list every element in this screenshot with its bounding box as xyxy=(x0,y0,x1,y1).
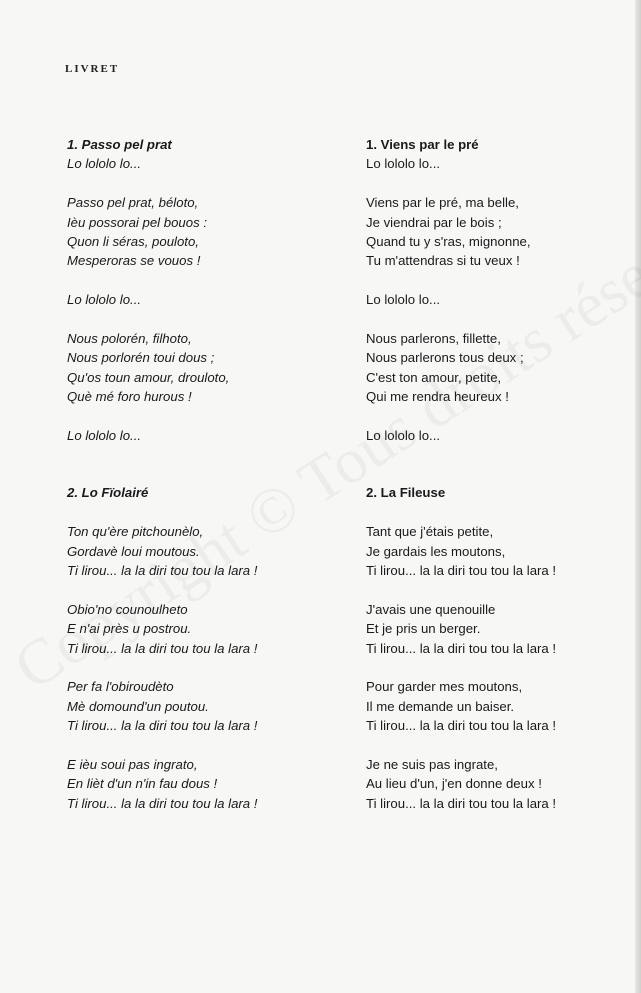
stanza xyxy=(67,600,337,658)
stanza xyxy=(67,755,337,813)
verse-line: E ièu soui pas ingrato, xyxy=(67,757,198,773)
stanza xyxy=(67,290,337,309)
song-title: 2. La Fileuse xyxy=(366,485,446,501)
verse-line: Nous parlerons, fillette, xyxy=(366,331,501,347)
verse-line: Je ne suis pas ingrate, xyxy=(366,757,498,773)
stanza xyxy=(67,329,337,407)
stanza xyxy=(366,426,626,445)
song-title: 1. Passo pel prat xyxy=(67,137,172,152)
verse-line: Ti lirou... la la diri tou tou la lara ! xyxy=(366,563,557,579)
song xyxy=(366,135,626,445)
verse-line: Ton qu'ère pitchounèlo, xyxy=(67,524,204,540)
song xyxy=(366,483,626,813)
song-title: 1. Viens par le pré xyxy=(366,137,479,152)
verse-line: Què mé foro hurous ! xyxy=(67,389,192,405)
verse-line: Je gardais les moutons, xyxy=(366,543,506,559)
verse-line: Mè domound'un poutou. xyxy=(67,698,209,714)
verse-line: C'est ton amour, petite, xyxy=(366,369,502,385)
verse-line: Je viendrai par le bois ; xyxy=(366,214,502,230)
verse-line: Quand tu y s'ras, mignonne, xyxy=(366,234,531,250)
stanza xyxy=(67,193,337,271)
page-header: LIVRET xyxy=(65,63,120,75)
verse-line: Ti lirou... la la diri tou tou la lara ! xyxy=(67,718,258,734)
stanza xyxy=(366,329,626,407)
stanza xyxy=(67,522,337,580)
stanza xyxy=(67,677,337,735)
verse-line: Au lieu d'un, j'en donne deux ! xyxy=(366,776,542,792)
verse-line: Qui me rendra heureux ! xyxy=(366,389,509,405)
occitan-column xyxy=(67,135,337,813)
verse-line: E n'ai près u postrou. xyxy=(67,621,192,637)
verse-line: Ti lirou... la la diri tou tou la lara ! xyxy=(67,795,258,811)
verse-line: Lo lololo lo... xyxy=(366,428,441,444)
verse-line: Ti lirou... la la diri tou tou la lara ! xyxy=(366,795,557,811)
verse-line: Ti lirou... la la diri tou tou la lara ! xyxy=(366,640,557,656)
verse-line: Lo lololo lo... xyxy=(366,292,441,308)
stanza xyxy=(366,677,626,735)
verse-line: Lo lololo lo... xyxy=(67,156,142,172)
verse-line: Lo lololo lo... xyxy=(366,156,441,172)
verse-line: Ti lirou... la la diri tou tou la lara ! xyxy=(366,718,557,734)
verse-line: Ti lirou... la la diri tou tou la lara ! xyxy=(67,640,258,656)
verse-line: Per fa l'obiroudèto xyxy=(67,679,174,695)
verse-line: Obio'no counoulheto xyxy=(67,601,188,617)
verse-line: Et je pris un berger. xyxy=(366,621,481,637)
stanza xyxy=(67,426,337,445)
stanza xyxy=(366,522,626,580)
verse-line: Ièu possorai pel bouos : xyxy=(67,214,208,230)
song xyxy=(67,483,337,813)
verse-line: Gordavè loui moutous. xyxy=(67,543,200,559)
verse-line: Il me demande un baiser. xyxy=(366,698,515,714)
verse-line: Ti lirou... la la diri tou tou la lara ! xyxy=(67,563,258,579)
verse-line: Nous polorén, filhoto, xyxy=(67,331,192,347)
verse-line: En lièt d'un n'in fau dous ! xyxy=(67,776,218,792)
stanza xyxy=(67,154,337,173)
verse-line: Qu'os toun amour, drouloto, xyxy=(67,369,230,385)
verse-line: Pour garder mes moutons, xyxy=(366,679,523,695)
verse-line: Nous porlorén toui dous ; xyxy=(67,350,215,366)
stanza xyxy=(366,193,626,271)
song xyxy=(67,135,337,445)
page-edge xyxy=(635,0,641,993)
verse-line: Mesperoras se vouos ! xyxy=(67,253,201,269)
verse-line: Tu m'attendras si tu veux ! xyxy=(366,253,520,269)
french-column xyxy=(366,135,626,813)
verse-line: Lo lololo lo... xyxy=(67,292,142,308)
verse-line: J'avais une quenouille xyxy=(366,601,496,617)
verse-line: Tant que j'étais petite, xyxy=(366,524,494,540)
stanza xyxy=(366,755,626,813)
stanza xyxy=(366,154,626,173)
song-title: 2. Lo Fïolairé xyxy=(67,485,149,501)
stanza xyxy=(366,290,626,309)
stanza xyxy=(366,600,626,658)
verse-line: Viens par le pré, ma belle, xyxy=(366,195,519,211)
verse-line: Lo lololo lo... xyxy=(67,428,142,444)
verse-line: Passo pel prat, béloto, xyxy=(67,195,199,211)
verse-line: Quon li séras, pouloto, xyxy=(67,234,199,250)
verse-line: Nous parlerons tous deux ; xyxy=(366,350,524,366)
